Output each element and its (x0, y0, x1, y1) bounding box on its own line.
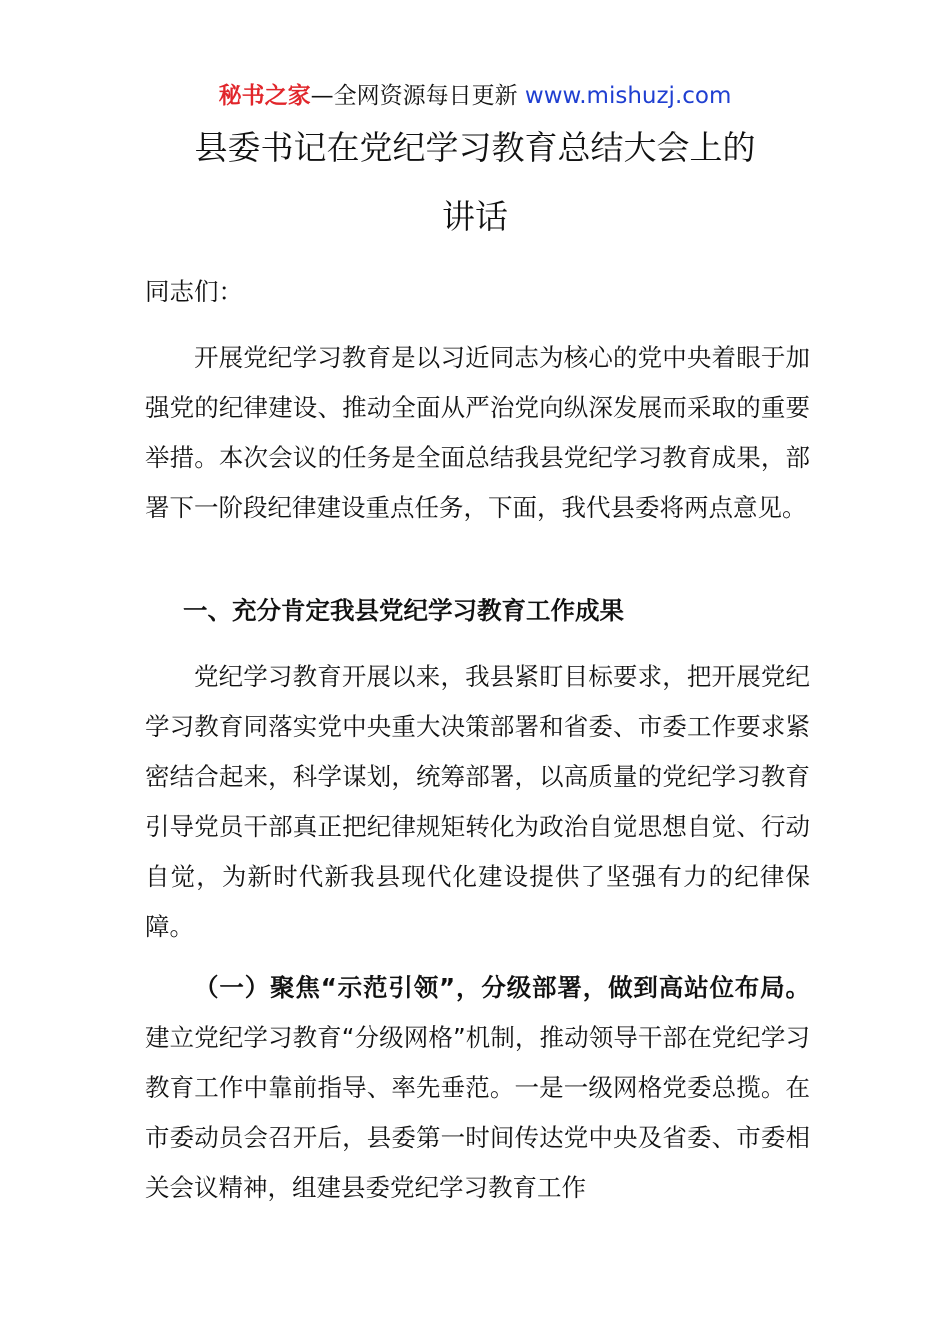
document-title-line1: 县委书记在党纪学习教育总结大会上的 (194, 128, 756, 167)
site-banner (0, 80, 950, 112)
paragraph-achievements: 党纪学习教育开展以来，我县紧盯目标要求，把开展党纪学习教育同落实党中央重大决策部署和省委、市委工作要求紧密结合起来，科学谋划，统筹部署，以高质量的党纪学习教育引导党员干部真正把纪律规矩转化为政治自觉思想自觉、行动自觉，为新时代新我县现代化建设提供了坚强有力的纪律保障。 (145, 662, 810, 941)
paragraph-subsection-1 (145, 963, 810, 1213)
section-heading-1: 一、充分肯定我县党纪学习教育工作成果 (183, 596, 624, 625)
site-url-link[interactable]: www.mishuzj.com (524, 83, 732, 109)
paragraph-intro: 开展党纪学习教育是以习近同志为核心的党中央着眼于加强党的纪律建设、推动全面从严治党向纵深发展而采取的重要举措。本次会议的任务是全面总结我县党纪学习教育成果，部署下一阶段纪律建设重点任务，下面，我代县委将两点意见。 (145, 343, 810, 522)
site-tagline: —全网资源每日更新 (310, 83, 518, 109)
subsection-1-body: 建立党纪学习教育“分级网格”机制，推动领导干部在党纪学习教育工作中靠前指导、率先垂范。一是一级网格党委总揽。在市委动员会召开后，县委第一时间传达党中央及省委、市委相关会议精神，组建县委党纪学习教育工作 (145, 1023, 810, 1202)
site-brand: 秘书之家 (218, 83, 311, 109)
salutation: 同志们： (145, 277, 243, 306)
subsection-heading-1: （一）聚焦“示范引领”，分级部署，做到高站位布局。 (194, 973, 810, 1002)
document-title-line2: 讲话 (442, 197, 508, 236)
